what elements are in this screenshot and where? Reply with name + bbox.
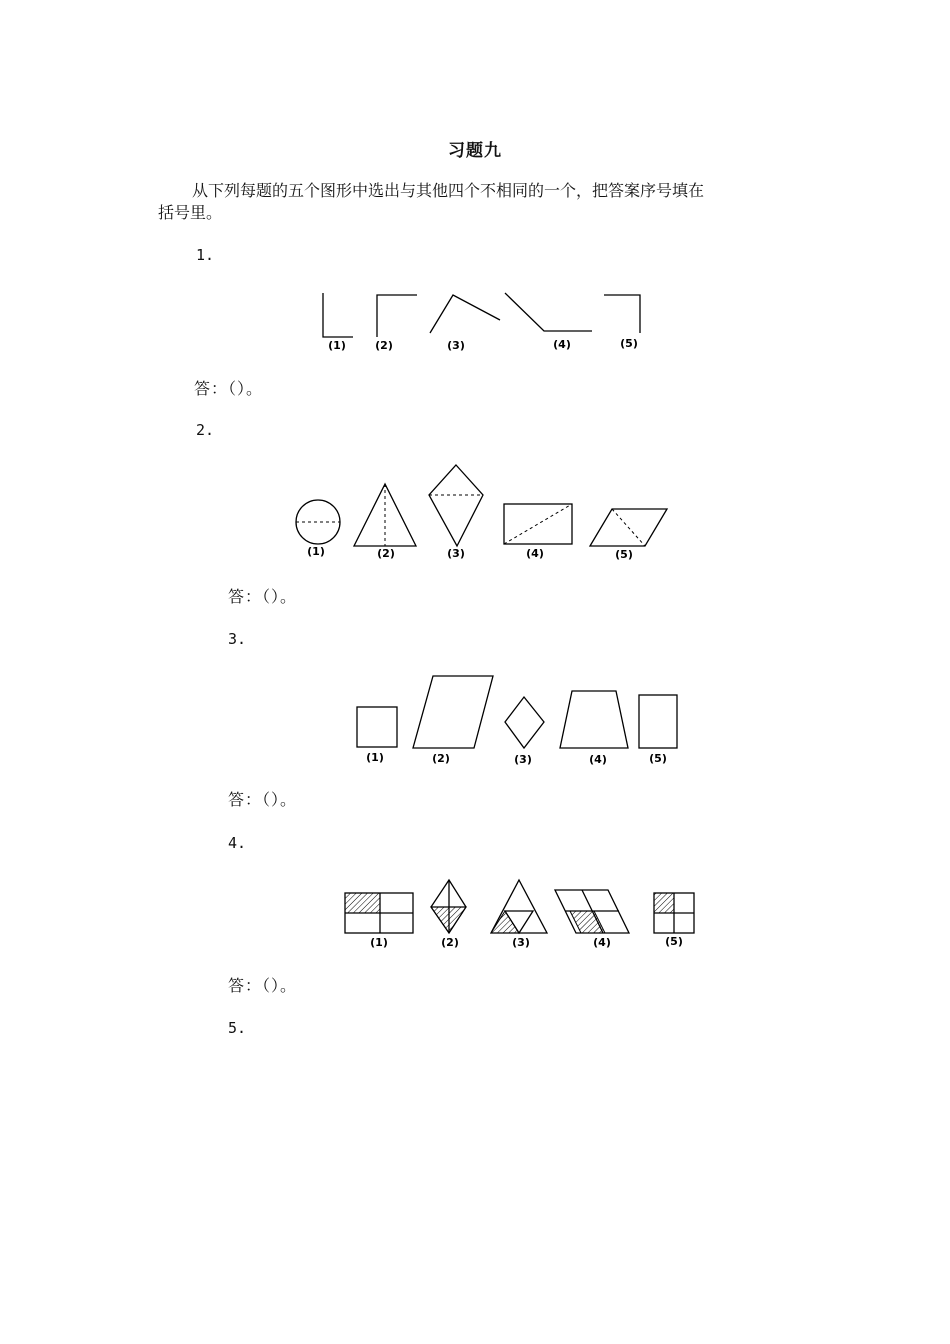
- q4-shape-1-shaded: [345, 893, 380, 913]
- instruction-line-2: 括号里。: [158, 203, 223, 222]
- question-4-number: 4.: [228, 834, 247, 852]
- q3-trapezoid: [560, 691, 628, 748]
- q3-rectangle: [639, 695, 677, 748]
- instructions: [158, 180, 808, 224]
- question-3-number: 3.: [228, 630, 247, 648]
- q4-label-2: (2): [441, 936, 459, 949]
- q1-shape-2: [377, 295, 417, 337]
- q1-label-3: (3): [447, 339, 465, 352]
- q4-label-5: (5): [665, 935, 683, 948]
- question-5-number: 5.: [228, 1019, 247, 1037]
- q4-shape-5-shaded: [654, 893, 674, 913]
- instruction-line-1: 从下列每题的五个图形中选出与其他四个不相同的一个，把答案序号填在: [192, 181, 705, 200]
- question-1-answer: 答：（）。: [194, 379, 264, 398]
- question-3-answer: 答：（）。: [228, 790, 298, 809]
- q3-rhombus: [505, 697, 544, 748]
- question-4-figures: [340, 875, 700, 955]
- q3-square: [357, 707, 397, 747]
- q2-label-4: (4): [526, 547, 544, 560]
- q1-label-5: (5): [620, 337, 638, 350]
- question-2-figures: [290, 460, 680, 565]
- q3-label-5: (5): [649, 752, 667, 765]
- q1-shape-1: [323, 293, 353, 337]
- q1-shape-3: [430, 295, 500, 333]
- question-2-number: 2.: [196, 421, 215, 439]
- question-1-number: 1.: [196, 246, 215, 264]
- question-4-answer: 答：（）。: [228, 976, 298, 995]
- q4-shape-4-shaded: [570, 911, 605, 933]
- q2-label-3: (3): [447, 547, 465, 560]
- q1-label-2: (2): [375, 339, 393, 352]
- question-2-answer: 答：（）。: [228, 587, 298, 606]
- q1-label-4: (4): [553, 338, 571, 351]
- q4-shape-3-shaded: [491, 911, 519, 933]
- q4-label-4: (4): [593, 936, 611, 949]
- q3-label-1: (1): [366, 751, 384, 764]
- q3-label-2: (2): [432, 752, 450, 765]
- page-title: 习题九: [448, 141, 502, 161]
- question-1-figures: [300, 285, 660, 357]
- q2-label-2: (2): [377, 547, 395, 560]
- q4-label-1: (1): [370, 936, 388, 949]
- q4-label-3: (3): [512, 936, 530, 949]
- q3-label-4: (4): [589, 753, 607, 766]
- q2-label-1: (1): [307, 545, 325, 558]
- q2-label-5: (5): [615, 548, 633, 561]
- q2-kite: [429, 465, 483, 546]
- q1-shape-4: [505, 293, 592, 331]
- q1-label-1: (1): [328, 339, 346, 352]
- q3-label-3: (3): [514, 753, 532, 766]
- q3-parallelogram: [413, 676, 493, 748]
- question-3-figures: [350, 670, 690, 770]
- q1-shape-5: [604, 295, 640, 333]
